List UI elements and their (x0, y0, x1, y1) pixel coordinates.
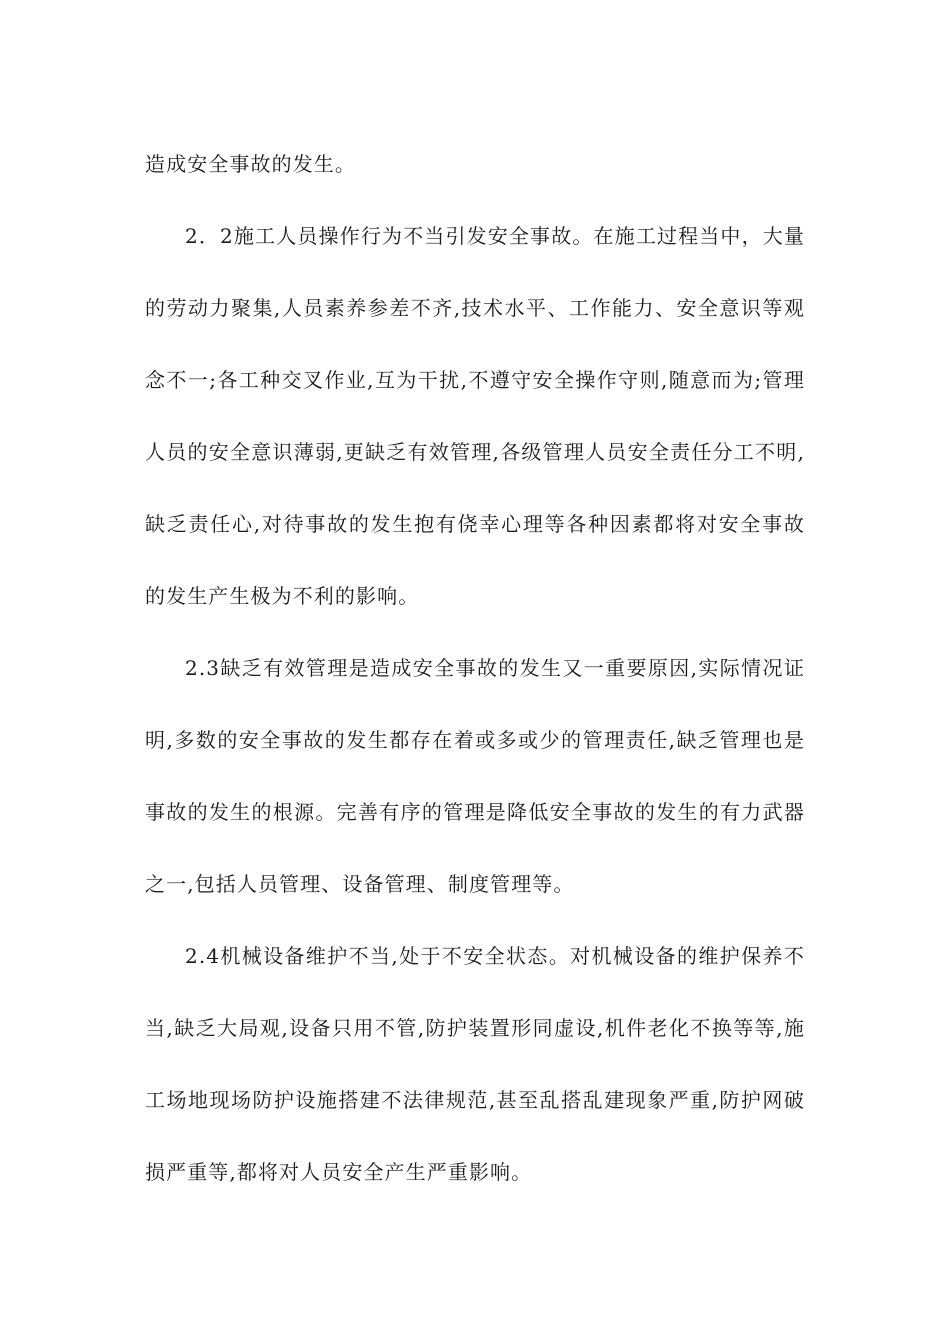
paragraph-continuation: 造成安全事故的发生。 (145, 152, 356, 176)
document-body (145, 128, 805, 1208)
paragraph-2-2-operator-behavior: 2．2施工人员操作行为不当引发安全事故。在施工过程当中，大量的劳动力聚集,人员素养参差不齐,技术水平、工作能力、安全意识等观念不一;各工种交叉作业,互为干扰,不遵守安全操作守则,随意而为;管理人员的安全意识薄弱,更缺乏有效管理,各级管理人员安全责任分工不明,缺乏责任心,对待事故的发生抱有侥幸心理等各种因素都将对安全事故的发生产生极为不利的影响。 (145, 224, 805, 608)
paragraph-2-4-equipment-maintenance: 2.4机械设备维护不当,处于不安全状态。对机械设备的维护保养不当,缺乏大局观,设备只用不管,防护装置形同虚设,机件老化不换等等,施工场地现场防护设施搭建不法律规范,甚至乱搭乱建现象严重,防护网破损严重等,都将对人员安全产生严重影响。 (145, 944, 805, 1184)
paragraph-2-3-lack-of-management: 2.3缺乏有效管理是造成安全事故的发生又一重要原因,实际情况证明,多数的安全事故的发生都存在着或多或少的管理责任,缺乏管理也是事故的发生的根源。完善有序的管理是降低安全事故的发生的有力武器之一,包括人员管理、设备管理、制度管理等。 (145, 656, 805, 896)
